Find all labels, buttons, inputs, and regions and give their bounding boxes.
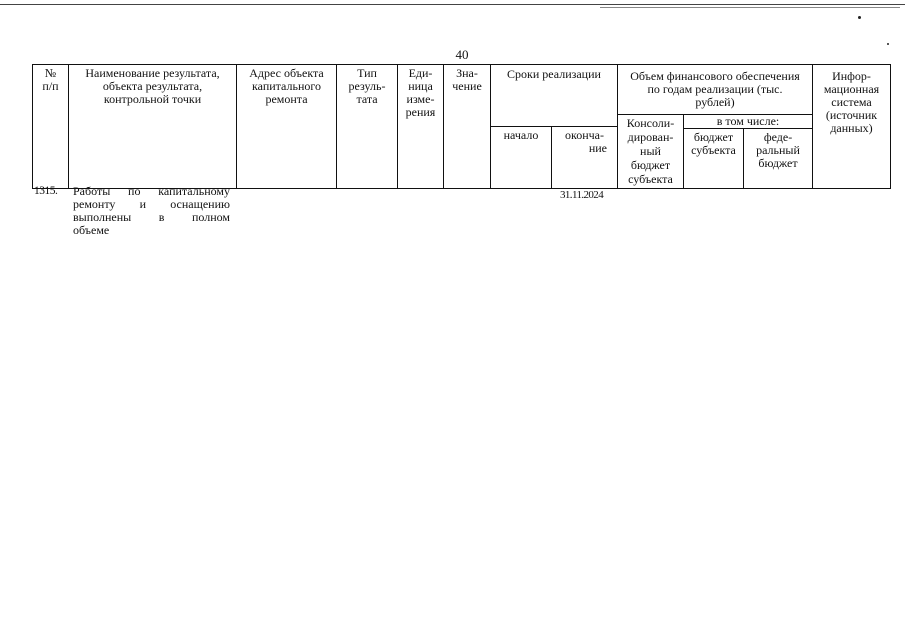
- row-name-word: оснащению: [170, 197, 230, 211]
- header-finance: Объем финансового обеспечения по годам реализации (тыс. рублей): [630, 69, 800, 109]
- row-result-name: [73, 185, 230, 237]
- header-value: Зна- чение: [452, 66, 482, 93]
- header-federal-budget: феде- ральный бюджет: [756, 130, 800, 170]
- header-unit: Еди- ница изме- рения: [405, 66, 436, 119]
- table-right-border: [890, 64, 891, 188]
- header-terms: Сроки реализации: [507, 67, 601, 81]
- row-name-word: по: [128, 184, 141, 198]
- header-including: в том числе:: [716, 114, 780, 128]
- scan-edge-line: [0, 4, 905, 5]
- row-name-word: в: [158, 210, 165, 224]
- row-name-word: Работы: [73, 184, 111, 198]
- header-address: Адрес объекта капитального ремонта: [249, 66, 324, 106]
- row-end-date: 31.11.2024: [560, 189, 604, 201]
- row-name-text: объеме: [73, 223, 110, 237]
- row-name-word: и: [139, 197, 147, 211]
- scan-speck: [858, 16, 861, 19]
- header-info-system: Инфор- мационная система (источник данных): [823, 69, 880, 135]
- page-number: 40: [455, 47, 469, 62]
- scan-edge-line: [600, 7, 900, 8]
- header-result-type: Тип резуль- тата: [348, 66, 386, 106]
- row-number: 1315.: [34, 185, 58, 197]
- header-term-start: начало: [503, 128, 539, 142]
- header-name: Наименование результата, объекта результата, контрольной точки: [85, 66, 220, 106]
- row-name-line: [73, 224, 230, 237]
- column-divider: [490, 64, 491, 188]
- table-top-border: [32, 64, 891, 65]
- row-name-word: капитальному: [158, 184, 230, 198]
- terms-subheader-line: [490, 126, 617, 127]
- row-name-word: полном: [191, 210, 230, 224]
- header-subject-budget: бюджет субъекта: [691, 130, 736, 157]
- header-num: № п/п: [42, 66, 59, 93]
- scan-speck: [887, 43, 889, 45]
- including-subheader-line: [683, 128, 812, 129]
- header-consolidated-budget: Консоли- дирован- ный бюджет субъекта: [626, 116, 675, 186]
- header-term-end: оконча- ние: [565, 128, 607, 155]
- row-name-word: выполнены: [73, 210, 132, 224]
- row-name-word: ремонту: [73, 197, 116, 211]
